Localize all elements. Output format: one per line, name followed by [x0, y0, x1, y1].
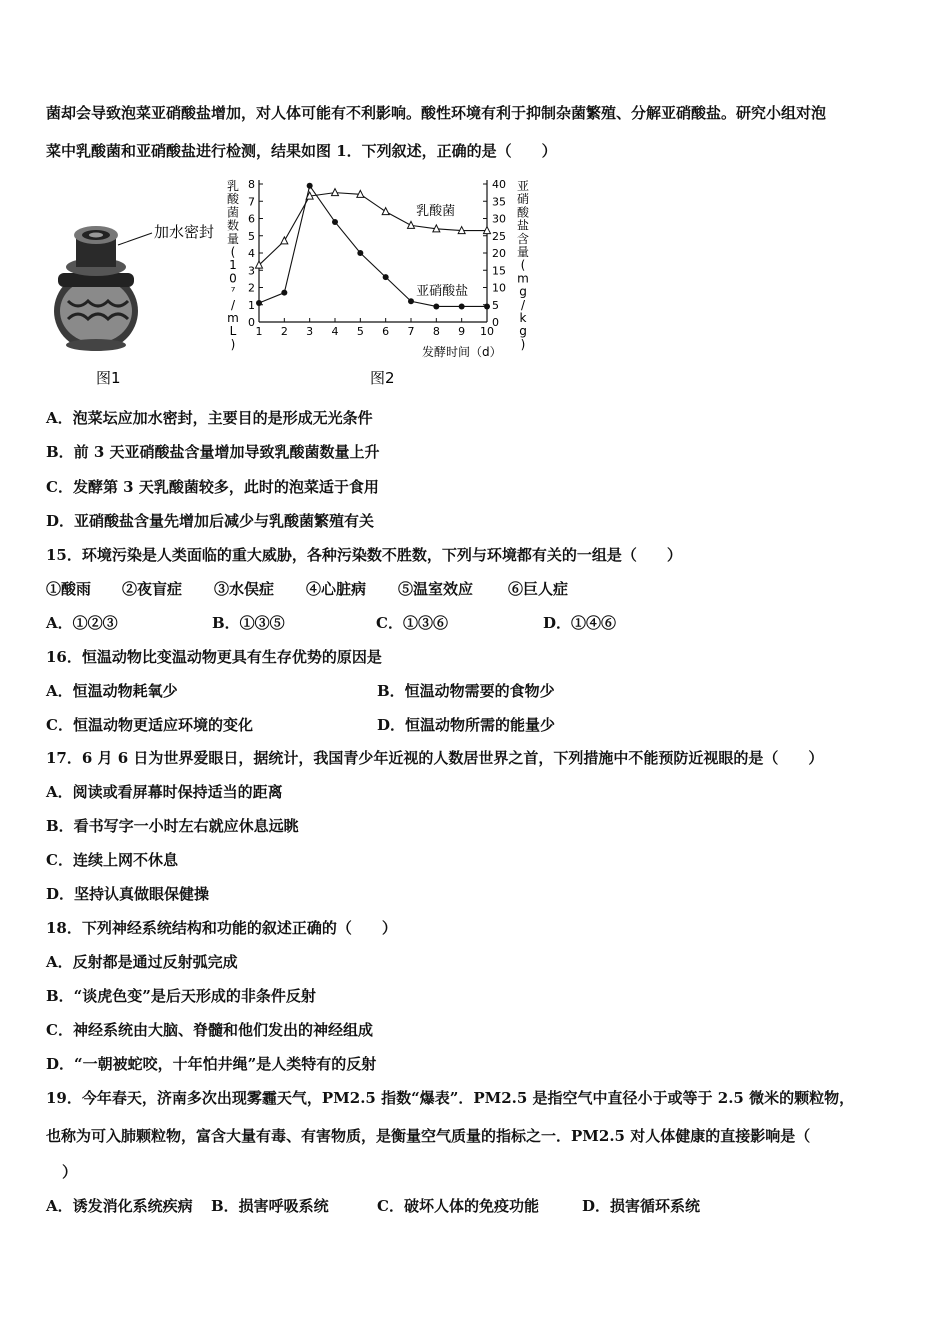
- q15-option-d: D．①④⑥: [543, 614, 617, 632]
- q14-option-c: C．发酵第 3 天乳酸菌较多，此时的泡菜适于食用: [46, 478, 379, 496]
- q17-stem: 17．6 月 6 日为世界爱眼日，据统计，我国青少年近视的人数居世界之首，下列措施中不能预防近视眼的是（ ）: [46, 749, 824, 767]
- q16-option-a: A．恒温动物耗氧少: [46, 682, 178, 700]
- nitrite-point: [383, 274, 389, 280]
- y-axis-label-char: ): [230, 337, 236, 352]
- series-label-bacteria: 乳酸菌: [416, 204, 456, 220]
- x-tick-label: 4: [331, 325, 339, 338]
- y-axis-label-char: 含: [516, 231, 530, 246]
- nitrite-point: [307, 183, 313, 189]
- x-tick-label: 10: [480, 325, 494, 338]
- y-axis-label-char: m: [227, 311, 239, 325]
- y-axis-label-char: 数: [226, 218, 240, 233]
- x-axis-label: 发酵时间（d）: [422, 345, 502, 359]
- figure-2-caption: 图2: [370, 369, 395, 387]
- bacteria-point: [332, 189, 339, 196]
- bacteria-point: [408, 221, 415, 228]
- x-tick-label: 6: [382, 325, 390, 338]
- jar-label: 加水密封: [154, 223, 215, 241]
- figure-1-caption: 图1: [96, 369, 121, 387]
- y-tick-label-right: 35: [492, 195, 506, 209]
- y-axis-label-char: ): [520, 337, 526, 352]
- q15-item-3: ③水俣症: [214, 580, 275, 598]
- nitrite-point: [484, 303, 490, 309]
- y-axis-label-left: [227, 179, 240, 351]
- q15-item-5: ⑤温室效应: [398, 580, 474, 598]
- q18-option-a: A．反射都是通过反射弧完成: [46, 953, 238, 971]
- nitrite-point: [433, 303, 439, 309]
- y-tick-label-left: 7: [248, 195, 255, 209]
- q15-item-4: ④心脏病: [306, 580, 367, 598]
- q14-option-d: D．亚硝酸盐含量先增加后减少与乳酸菌繁殖有关: [46, 512, 375, 530]
- y-axis-label-char: 盐: [516, 218, 530, 233]
- nitrite-point: [459, 303, 465, 309]
- y-tick-label-left: 5: [248, 229, 255, 243]
- nitrite-point: [408, 298, 414, 304]
- bacteria-point: [281, 237, 288, 244]
- y-tick-label-right: 25: [492, 229, 506, 243]
- nitrite-point: [332, 219, 338, 225]
- y-axis-label-char: 菌: [226, 205, 240, 220]
- y-tick-label-right: 5: [492, 298, 499, 312]
- y-axis-label-char: ⁷: [230, 284, 236, 299]
- x-tick-label: 7: [407, 325, 415, 338]
- y-tick-label-left: 3: [248, 264, 255, 278]
- q17-option-d: D．坚持认真做眼保健操: [46, 885, 210, 903]
- y-axis-label-char: 亚: [516, 179, 530, 193]
- q16-option-b: B．恒温动物需要的食物少: [377, 682, 555, 700]
- q16-option-d: D．恒温动物所需的能量少: [377, 716, 556, 734]
- q18-option-b: B．“谈虎色变”是后天形成的非条件反射: [46, 987, 316, 1005]
- q19-option-c: C．破坏人体的免疫功能: [377, 1197, 539, 1215]
- y-tick-label-right: 20: [492, 247, 506, 260]
- q19-stem-line-2: 也称为可入肺颗粒物，富含大量有毒、有害物质，是衡量空气质量的指标之一．PM2.5 对人体健康的直接影响是（: [46, 1127, 811, 1145]
- nitrite-point: [357, 250, 363, 256]
- x-tick-label: 9: [458, 325, 466, 338]
- x-tick-label: 3: [306, 325, 314, 338]
- q19-option-d: D．损害循环系统: [582, 1197, 701, 1215]
- y-tick-label-left: 2: [248, 281, 255, 295]
- x-tick-label: 8: [432, 325, 440, 338]
- nitrite-point: [281, 290, 287, 296]
- q15-option-c: C．①③⑥: [376, 614, 448, 632]
- q19-stem-line-1: 19．今年春天，济南多次出现雾霾天气，PM2.5 指数“爆表”．PM2.5 是指空气中直径小于或等于 2.5 微米的颗粒物，: [46, 1089, 855, 1107]
- x-tick-label: 5: [356, 325, 364, 338]
- q17-option-c: C．连续上网不休息: [46, 851, 178, 869]
- q15-stem: 15．环境污染是人类面临的重大威胁，各种污染数不胜数，下列与环境都有关的一组是（ ）: [46, 546, 682, 564]
- y-axis-label-char: 0: [229, 271, 237, 286]
- y-axis-label-char: 硝: [516, 192, 530, 207]
- y-axis-label-char: 乳: [226, 179, 240, 193]
- y-axis-label-char: 酸: [516, 205, 530, 220]
- y-tick-label-left: 4: [248, 247, 255, 260]
- y-axis-label-char: /: [230, 297, 236, 312]
- q16-stem: 16．恒温动物比变温动物更具有生存优势的原因是: [46, 648, 382, 666]
- y-axis-label-char: m: [517, 271, 529, 286]
- y-tick-label-right: 0: [492, 316, 499, 329]
- series-label-nitrite: 亚硝酸盐: [416, 284, 469, 300]
- y-tick-label-left: 6: [248, 212, 255, 226]
- y-axis-label-char: k: [519, 311, 527, 325]
- y-tick-label-right: 15: [492, 264, 506, 278]
- y-tick-label-right: 10: [492, 281, 506, 295]
- q15-item-1: ①酸雨: [46, 580, 92, 598]
- q15-option-a: A．①②③: [46, 614, 118, 632]
- y-axis-label-char: L: [229, 324, 237, 339]
- q15-item-6: ⑥巨人症: [508, 580, 569, 598]
- x-tick-label: 1: [255, 325, 263, 338]
- q14-option-b: B．前 3 天亚硝酸盐含量增加导致乳酸菌数量上升: [46, 443, 380, 461]
- q18-option-c: C．神经系统由大脑、脊髓和他们发出的神经组成: [46, 1021, 373, 1039]
- q18-option-d: D．“一朝被蛇咬，十年怕井绳”是人类特有的反射: [46, 1055, 377, 1073]
- q14-option-a: A．泡菜坛应加水密封，主要目的是形成无光条件: [46, 409, 373, 427]
- q17-option-b: B．看书写字一小时左右就应休息远眺: [46, 817, 299, 835]
- intro-line-2: 菜中乳酸菌和亚硝酸盐进行检测，结果如图 1．下列叙述，正确的是（ ）: [46, 142, 557, 160]
- q17-option-a: A．阅读或看屏幕时保持适当的距离: [46, 783, 283, 801]
- y-tick-label-left: 8: [248, 178, 255, 191]
- y-tick-label-left: 1: [248, 298, 255, 312]
- y-tick-label-left: 0: [248, 316, 255, 329]
- y-tick-label-right: 30: [492, 212, 506, 226]
- q19-option-b: B．损害呼吸系统: [211, 1197, 329, 1215]
- x-tick-label: 2: [280, 325, 288, 338]
- y-axis-label-char: (: [520, 258, 526, 273]
- intro-line-1: 菌却会导致泡菜亚硝酸盐增加，对人体可能有不利影响。酸性环境有利于抑制杂菌繁殖、分解亚硝酸盐。研究小组对泡: [46, 104, 827, 122]
- nitrite-point: [256, 300, 262, 306]
- y-axis-label-char: g: [519, 324, 527, 339]
- y-axis-label-char: 1: [229, 258, 237, 273]
- q19-stem-line-3: ）: [62, 1163, 78, 1181]
- y-axis-label-char: (: [230, 245, 236, 259]
- y-axis-label-right: [517, 179, 530, 351]
- jar-icon: [54, 226, 138, 351]
- y-axis-label-char: 量: [226, 231, 240, 246]
- y-axis-label-char: 量: [516, 245, 530, 259]
- y-tick-label-right: 40: [492, 178, 506, 191]
- q18-stem: 18．下列神经系统结构和功能的叙述正确的（ ）: [46, 919, 397, 937]
- q15-item-2: ②夜盲症: [122, 580, 183, 598]
- bacteria-point: [382, 208, 389, 215]
- q16-option-c: C．恒温动物更适应环境的变化: [46, 716, 253, 734]
- figure-1-jar: [46, 205, 226, 395]
- figure-2-chart: [222, 170, 542, 392]
- q15-option-b: B．①③⑤: [212, 614, 285, 632]
- y-axis-label-char: g: [519, 284, 527, 299]
- q19-option-a: A．诱发消化系统疾病: [46, 1197, 193, 1215]
- y-axis-label-char: /: [520, 297, 526, 312]
- y-axis-label-char: 酸: [226, 192, 240, 207]
